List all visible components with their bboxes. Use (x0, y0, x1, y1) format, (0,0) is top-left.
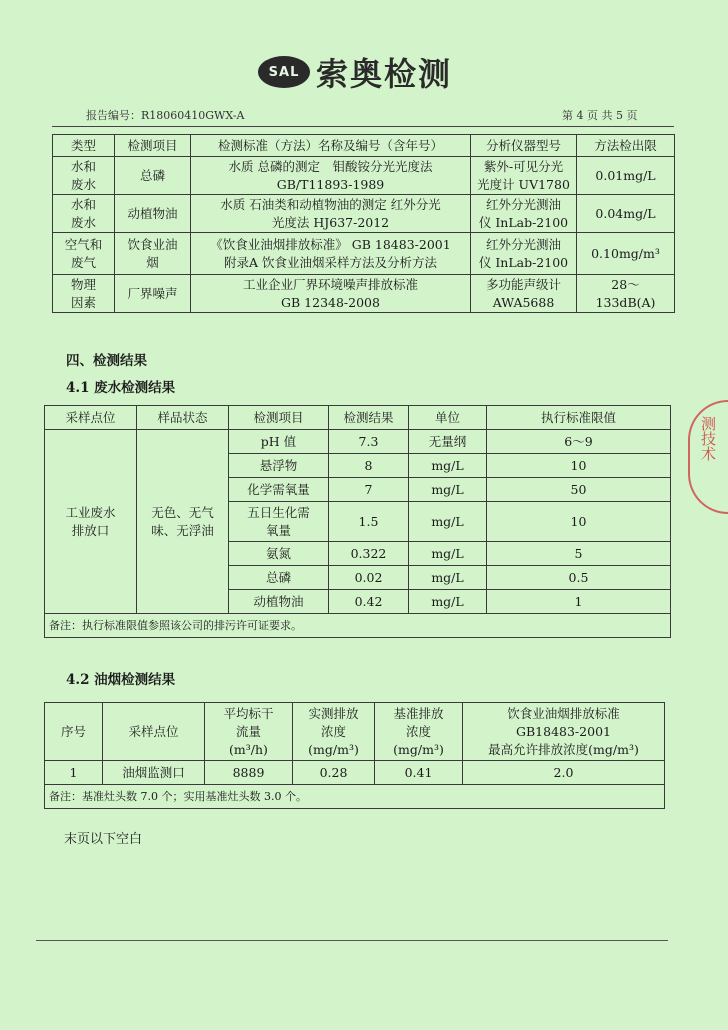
cell-standard: 工业企业厂界环境噪声排放标准 GB 12348-2008 (191, 275, 471, 313)
col-header: 采样点位 (103, 703, 205, 761)
cell-limit: 50 (487, 478, 671, 502)
cell-standard: 《饮食业油烟排放标准》 GB 18483-2001 附录A 饮食业油烟采样方法及分析方法 (191, 233, 471, 275)
cell-result: 0.42 (329, 590, 409, 614)
cell-sample-state: 无色、无气 味、无浮油 (137, 430, 229, 614)
section-title: 4.2 油烟检测结果 (66, 672, 176, 688)
cell-unit: mg/L (409, 542, 487, 566)
end-of-report-text: 末页以下空白 (64, 832, 143, 847)
col-header: 检测结果 (329, 406, 409, 430)
cell-result: 0.322 (329, 542, 409, 566)
cell-result: 1.5 (329, 502, 409, 542)
cell-limit: 0.01mg/L (577, 157, 675, 195)
table-row (53, 157, 675, 195)
company-logo (258, 52, 452, 92)
col-header: 检测项目 (229, 406, 329, 430)
cell-standard: 2.0 (463, 761, 665, 785)
table-note: 备注：基准灶头数 7.0 个；实用基准灶头数 3.0 个。 (45, 785, 665, 809)
cell-item: 化学需氧量 (229, 478, 329, 502)
methods-table (52, 134, 675, 313)
cell-item: 悬浮物 (229, 454, 329, 478)
cell-unit: 无量纲 (409, 430, 487, 454)
col-header: 实测排放 浓度 (mg/m³) (293, 703, 375, 761)
col-header: 饮食业油烟排放标准 GB18483-2001 最高允许排放浓度(mg/m³) (463, 703, 665, 761)
cell-measured: 0.28 (293, 761, 375, 785)
col-header: 序号 (45, 703, 103, 761)
cell-limit: 0.10mg/m³ (577, 233, 675, 275)
table-row (45, 430, 671, 454)
cell-limit: 0.04mg/L (577, 195, 675, 233)
table-row (45, 761, 665, 785)
cell-unit: mg/L (409, 478, 487, 502)
table-note-row (45, 614, 671, 638)
table-header-row (45, 703, 665, 761)
cell-result: 7 (329, 478, 409, 502)
report-number: 报告编号：R18060410GWX-A (86, 109, 245, 122)
table-header-row (53, 135, 675, 157)
seal-text: 测技术 (699, 416, 717, 461)
footer-divider (36, 940, 668, 941)
cell-flow: 8889 (205, 761, 293, 785)
cell-baseline: 0.41 (375, 761, 463, 785)
section-title: 四、检测结果 (66, 353, 147, 369)
company-seal (688, 400, 728, 514)
table-note: 备注：执行标准限值参照该公司的排污许可证要求。 (45, 614, 671, 638)
col-header: 检测项目 (115, 135, 191, 157)
cell-result: 7.3 (329, 430, 409, 454)
cell-item: 总磷 (115, 157, 191, 195)
col-header: 分析仪器型号 (471, 135, 577, 157)
cell-item: 五日生化需 氧量 (229, 502, 329, 542)
cell-limit: 0.5 (487, 566, 671, 590)
col-header: 类型 (53, 135, 115, 157)
cell-unit: mg/L (409, 566, 487, 590)
cell-limit: 10 (487, 454, 671, 478)
col-header: 采样点位 (45, 406, 137, 430)
cell-instrument: 紫外-可见分光 光度计 UV1780 (471, 157, 577, 195)
cell-point: 油烟监测口 (103, 761, 205, 785)
cell-item: 动植物油 (229, 590, 329, 614)
table-row (53, 195, 675, 233)
col-header: 单位 (409, 406, 487, 430)
cell-item: 饮食业油 烟 (115, 233, 191, 275)
logo-badge: SAL (258, 56, 310, 88)
cell-limit: 6～9 (487, 430, 671, 454)
col-header: 样品状态 (137, 406, 229, 430)
cell-item: 氨氮 (229, 542, 329, 566)
cell-instrument: 多功能声级计 AWA5688 (471, 275, 577, 313)
cell-limit: 1 (487, 590, 671, 614)
fume-table (44, 702, 665, 809)
col-header: 基准排放 浓度 (mg/m³) (375, 703, 463, 761)
cell-standard: 水质 总磷的测定 钼酸铵分光光度法 GB/T11893-1989 (191, 157, 471, 195)
cell-sampling-point: 工业废水 排放口 (45, 430, 137, 614)
table-header-row (45, 406, 671, 430)
header-divider (52, 126, 674, 127)
col-header: 平均标干 流量 (m³/h) (205, 703, 293, 761)
cell-standard: 水质 石油类和动植物油的测定 红外分光 光度法 HJ637-2012 (191, 195, 471, 233)
table-row (53, 233, 675, 275)
cell-item: 动植物油 (115, 195, 191, 233)
cell-unit: mg/L (409, 454, 487, 478)
wastewater-table (44, 405, 671, 638)
cell-limit: 5 (487, 542, 671, 566)
col-header: 检测标准（方法）名称及编号（含年号） (191, 135, 471, 157)
cell-no: 1 (45, 761, 103, 785)
cell-instrument: 红外分光测油 仪 InLab-2100 (471, 195, 577, 233)
cell-type: 物理 因素 (53, 275, 115, 313)
cell-instrument: 红外分光测油 仪 InLab-2100 (471, 233, 577, 275)
page-number: 第 4 页 共 5 页 (562, 109, 638, 122)
logo-text: 索奥检测 (316, 55, 453, 93)
cell-result: 8 (329, 454, 409, 478)
col-header: 方法检出限 (577, 135, 675, 157)
cell-item: 厂界噪声 (115, 275, 191, 313)
cell-item: 总磷 (229, 566, 329, 590)
cell-type: 水和 废水 (53, 195, 115, 233)
cell-item: pH 值 (229, 430, 329, 454)
cell-unit: mg/L (409, 502, 487, 542)
cell-type: 空气和 废气 (53, 233, 115, 275)
cell-limit: 28～ 133dB(A) (577, 275, 675, 313)
cell-limit: 10 (487, 502, 671, 542)
cell-result: 0.02 (329, 566, 409, 590)
table-note-row (45, 785, 665, 809)
table-row (53, 275, 675, 313)
col-header: 执行标准限值 (487, 406, 671, 430)
cell-type: 水和 废水 (53, 157, 115, 195)
section-title: 4.1 废水检测结果 (66, 380, 176, 396)
cell-unit: mg/L (409, 590, 487, 614)
